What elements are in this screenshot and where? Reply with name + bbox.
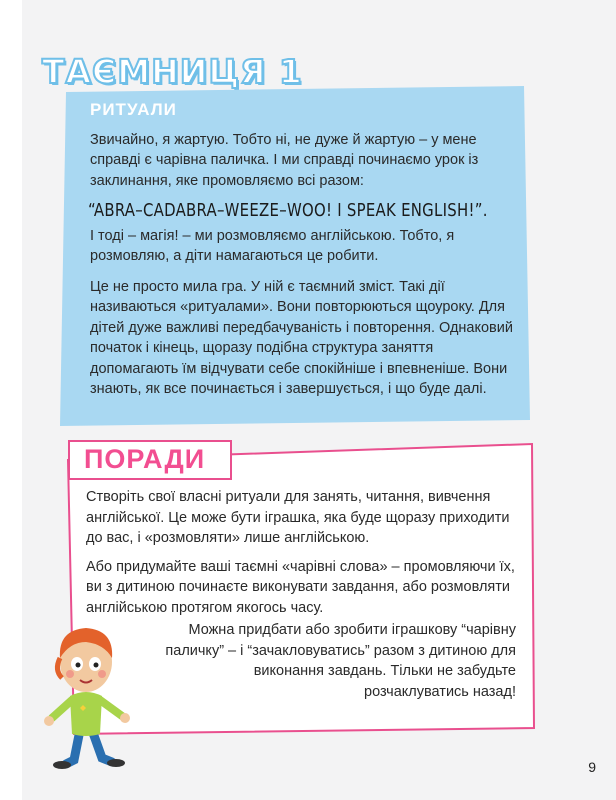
secret-box [60, 86, 530, 426]
secret-paragraph-3: Це не просто мила гра. У ній є таємний зміст. Такі дії називаються «ритуалами». Вони повторюються щоуроку. Для дітей дуже важливі передбачуваність і повторення. Однаковий початок і кінець, щоразу подібна структура заняття допомагають їм відчувати себе спокійніше і впевненіше. Вони знають, як все починається і завершується, і що буде далі. [90, 278, 513, 397]
tips-paragraph-2: Або придумайте ваші таємні «чарівні слова» – промовляючи їх, ви з дитиною починаєте виконувати завдання, або розмовляти англійською протягом якогось часу. [86, 558, 515, 616]
tips-content [86, 487, 516, 626]
page-number: 9 [588, 759, 596, 775]
child-figure-icon [40, 612, 140, 772]
tips-paragraph-3: Можна придбати або зробити іграшкову “чарівну паличку” – і “зачакловуватись” разом з дитиною для виконання завдань. Тільки не забудьте розчаклуватись назад! [165, 622, 516, 700]
secret-paragraph-2: І тоді – магія! – ми розмовляємо англійською. Тобто, я розмовляю, а діти намагаються це робити. [90, 227, 455, 264]
secret-paragraph-1: Звичайно, я жартую. Тобто ні, не дуже й жартую – у мене справді є чарівна паличка. І ми справді починаємо урок із заклинання, яке промовляємо всі разом: [90, 131, 479, 189]
tips-label-box [68, 440, 232, 480]
tips-paragraph-1: Створіть свої власні ритуали для занять, читання, вивчення англійської. Це може бути іграшка, яка буде щоразу приходити до вас, і «розмовляти» лише англійською. [86, 489, 510, 546]
magic-spell: “ABRA–CADABRA–WEEZE–WOO! I SPEAK ENGLISH!”. [88, 200, 488, 221]
tips-side-text [146, 620, 516, 702]
child-illustration [40, 612, 140, 777]
tips-label: ПОРАДИ [84, 444, 206, 474]
secret-heading: РИТУАЛИ [90, 100, 177, 119]
page-title: ТАЄМНИЦЯ 1 [42, 52, 303, 91]
secret-content [90, 100, 522, 410]
